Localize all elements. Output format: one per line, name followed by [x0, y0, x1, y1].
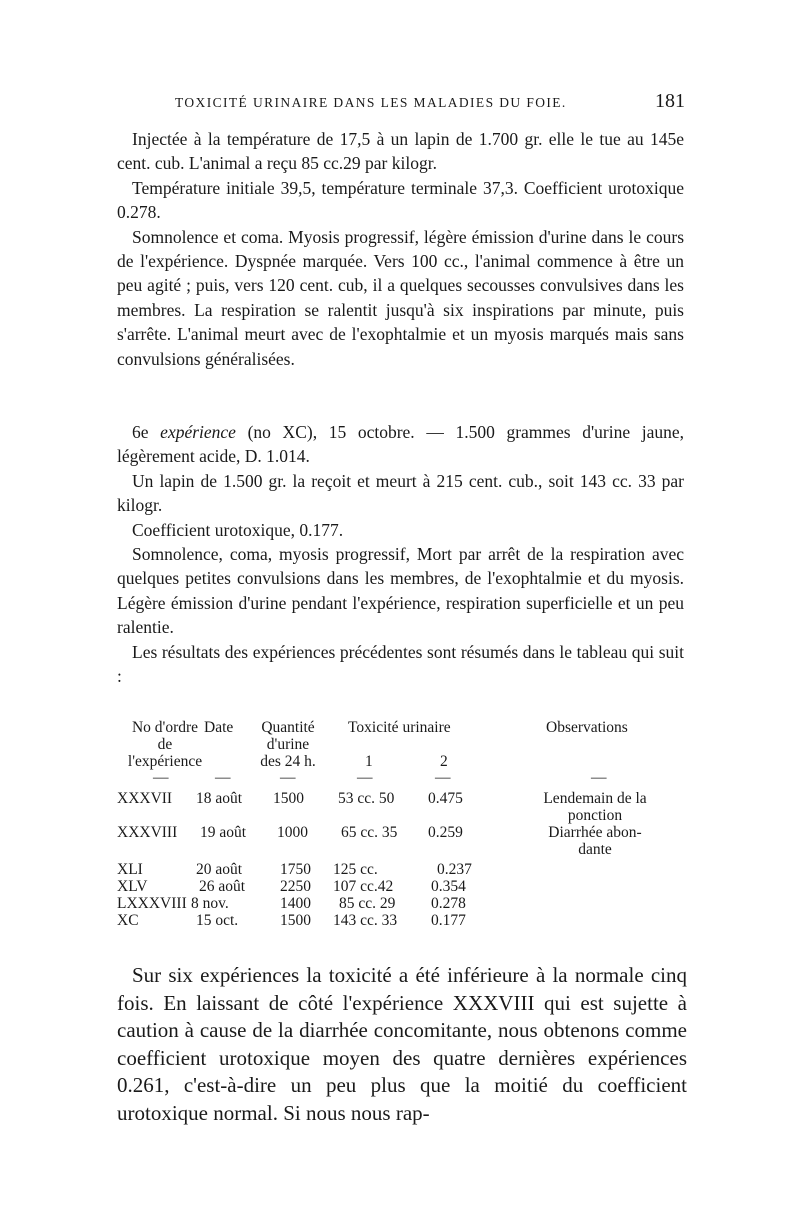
header-toxicity: Toxicité urinaire: [348, 719, 451, 736]
page-number: 181: [655, 90, 685, 112]
cell-date: 19 août: [200, 824, 247, 841]
experience-word: expérience: [160, 422, 236, 442]
cell-toxicity-1: 53 cc. 50: [338, 790, 395, 807]
paragraph: Les résultats des expériences précédentes sont résumés dans le tableau qui suit :: [117, 641, 684, 687]
cell-number: LXXXVIII: [117, 895, 187, 912]
cell-toxicity-2: 0.354: [431, 878, 466, 895]
cell-number: XLV: [117, 878, 148, 895]
dash: —: [435, 769, 451, 786]
header-quantity: Quantité d'urine des 24 h.: [260, 719, 316, 770]
dash: —: [280, 769, 296, 786]
cell-toxicity-1: 125 cc.: [333, 861, 378, 878]
cell-toxicity-1: 65 cc. 35: [341, 824, 398, 841]
cell-date: 15 oct.: [196, 912, 239, 929]
header-observations: Observations: [546, 719, 628, 736]
experience-number: 6e: [132, 422, 149, 442]
conclusion-text: [117, 962, 687, 1128]
experience-details: (no XC), 15 octobre. — 1.500 grammes d'urine jaune, légèrement acide, D. 1.014.: [117, 422, 685, 467]
cell-number: XC: [117, 912, 139, 929]
cell-date: 18 août: [196, 790, 243, 807]
dash: —: [591, 769, 607, 786]
cell-quantity: 1400: [280, 895, 311, 912]
header-date: Date: [204, 719, 234, 736]
header-number: No d'ordre de l'expérience: [127, 719, 203, 770]
cell-toxicity-1: 107 cc.42: [333, 878, 394, 895]
cell-observation: Diarrhée abon- dante: [548, 824, 642, 858]
header-toxicity-2: 2: [440, 753, 448, 770]
cell-number: XXXVIII: [117, 824, 178, 841]
cell-quantity: 1500: [280, 912, 311, 929]
cell-number: XXXVII: [117, 790, 173, 807]
experience-6-text: [117, 420, 684, 688]
paragraph: Somnolence, coma, myosis progressif, Mort par arrêt de la respiration avec quelques petites convulsions dans les membres, de l'exophtalmie et du myosis. Légère émission d'urine pendant l'expérience, respiration superficielle et un peu ralentie.: [117, 544, 684, 638]
paragraph: Somnolence et coma. Myosis progressif, légère émission d'urine dans le cours de l'expérience. Dyspnée marquée. Vers 100 cc., l'animal commence à être un peu agité ; puis, vers 120 cent. cub, il a quelques secousses convulsives dans les membres. La respiration se ralentit jusqu'à six inspirations par minute, puis s'arrête. L'animal meurt avec de l'exophtalmie et un myosis marqués mais sans convulsions généralisées.: [117, 226, 684, 369]
cell-date: 8 nov.: [191, 895, 229, 912]
cell-quantity: 2250: [280, 878, 311, 895]
cell-date: 26 août: [199, 878, 246, 895]
paragraph: Coefficient urotoxique, 0.177.: [132, 519, 344, 540]
paragraph: Un lapin de 1.500 gr. la reçoit et meurt à 215 cent. cub., soit 143 cc. 33 par kilogr.: [117, 470, 684, 516]
cell-toxicity-2: 0.475: [428, 790, 463, 807]
cell-quantity: 1500: [273, 790, 304, 807]
cell-toxicity-2: 0.237: [437, 861, 472, 878]
cell-quantity: 1000: [277, 824, 308, 841]
dash: —: [153, 769, 169, 786]
running-header: [175, 90, 685, 112]
experience-heading: [117, 420, 684, 469]
running-title: TOXICITÉ URINAIRE DANS LES MALADIES DU FOIE.: [175, 95, 567, 110]
cell-toxicity-2: 0.259: [428, 824, 463, 841]
paragraph: Température initiale 39,5, température terminale 37,3. Coefficient urotoxique 0.278.: [117, 177, 684, 223]
cell-date: 20 août: [196, 861, 243, 878]
dash: —: [215, 769, 231, 786]
cell-quantity: 1750: [280, 861, 311, 878]
cell-number: XLI: [117, 861, 143, 878]
header-toxicity-1: 1: [365, 753, 373, 770]
experience-5-text: [117, 127, 684, 371]
paragraph: Sur six expériences la toxicité a été inférieure à la normale cinq fois. En laissant de côté l'expérience XXXVIII qui est sujette à caution à cause de la diarrhée concomitante, nous obtenons comme coefficient urotoxique moyen des quatre dernières expériences 0.261, c'est-à-dire un peu plus que la moitié du coefficient urotoxique normal. Si nous nous rap-: [117, 963, 687, 1125]
dash: —: [357, 769, 373, 786]
cell-observation: Lendemain de la ponction: [543, 790, 647, 824]
paragraph: Injectée à la température de 17,5 à un lapin de 1.700 gr. elle le tue au 145e cent. cub. L'animal a reçu 85 cc.29 par kilogr.: [117, 129, 684, 174]
cell-toxicity-2: 0.177: [431, 912, 466, 929]
cell-toxicity-1: 143 cc. 33: [333, 912, 398, 929]
cell-toxicity-2: 0.278: [431, 895, 466, 912]
cell-toxicity-1: 85 cc. 29: [339, 895, 396, 912]
